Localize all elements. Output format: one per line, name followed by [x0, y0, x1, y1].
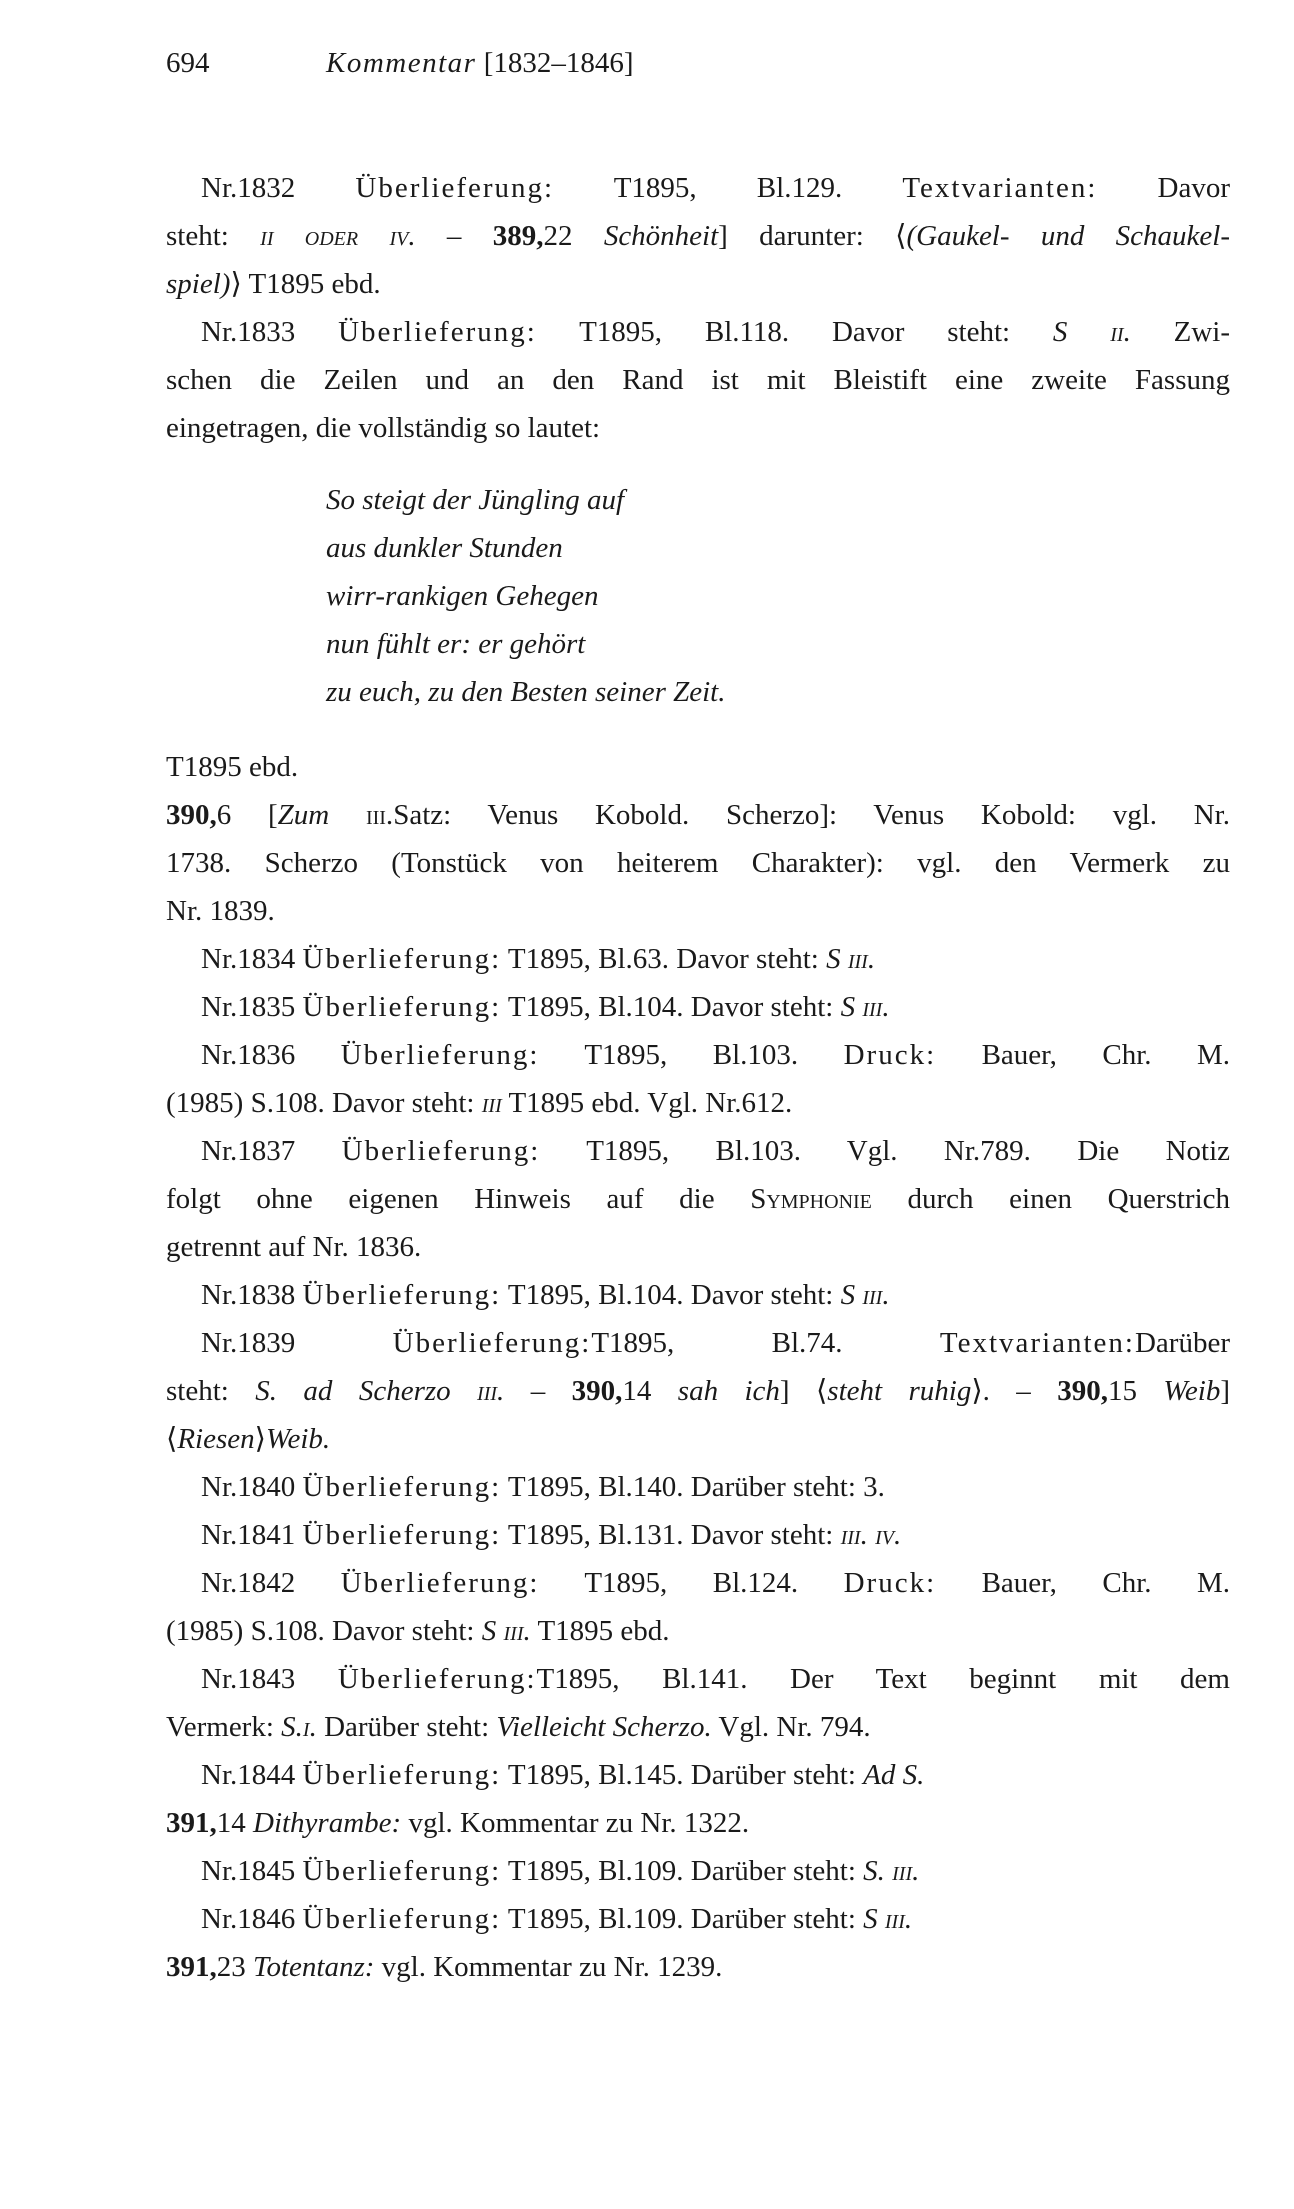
text-segment: getrennt auf Nr. 1836. — [166, 1231, 422, 1263]
text-segment: wirr-rankigen Gehegen — [326, 580, 599, 612]
text-line — [166, 743, 1230, 791]
text-segment: (1985) S.108. Davor steht: — [166, 1087, 482, 1119]
text-segment: Textvarianten: — [939, 1327, 1135, 1359]
text-segment: Nr.1834 — [201, 943, 303, 975]
text-line — [166, 1751, 1230, 1799]
text-segment: Textvarianten: — [902, 172, 1098, 204]
running-header — [166, 39, 1230, 87]
text-segment: T1895, Bl.124. — [539, 1567, 844, 1599]
text-segment: ] ⟨ — [779, 1375, 828, 1407]
text-segment: Darüber steht: — [316, 1711, 497, 1743]
text-segment — [329, 799, 366, 831]
text-line — [166, 1367, 1230, 1415]
line-reference: 389, — [492, 220, 544, 252]
text-line — [166, 1943, 1230, 1991]
text-segment: Nr.1833 — [201, 316, 339, 348]
text-segment: T1895, Bl.103. Vgl. Nr.789. Die Notiz — [540, 1135, 1231, 1167]
text-segment: iii. — [847, 943, 876, 975]
text-segment: iii. — [862, 991, 890, 1023]
text-segment: T1895, Bl.104. Davor steht: — [501, 991, 841, 1023]
text-segment: – — [415, 220, 493, 252]
text-line — [166, 1223, 1230, 1271]
text-segment: iii. — [862, 1279, 890, 1311]
text-segment: durch einen Querstrich — [871, 1183, 1231, 1215]
text-segment: T1895, Bl.109. Darüber steht: — [501, 1903, 864, 1935]
text-segment: Nr.1832 — [201, 172, 356, 204]
text-segment: Nr.1839 — [201, 1327, 393, 1359]
text-segment: ii oder iv. — [260, 220, 416, 252]
text-segment: steht: — [166, 1375, 256, 1407]
text-segment: Überlieferung: — [355, 172, 555, 204]
text-segment: S — [1052, 316, 1111, 348]
text-line — [166, 1319, 1230, 1367]
text-line — [166, 1847, 1230, 1895]
text-segment: S — [826, 943, 848, 975]
text-segment: Überlieferung: — [302, 1519, 502, 1551]
text-segment: Nr.1843 — [201, 1663, 338, 1695]
text-segment: Druck: — [843, 1039, 937, 1071]
page-number: 694 — [166, 47, 210, 79]
text-line — [166, 1175, 1230, 1223]
text-segment: ] darunter: ⟨ — [718, 220, 907, 252]
text-segment: 6 [ — [216, 799, 278, 831]
text-segment: ⟩. – — [971, 1375, 1058, 1407]
text-line — [166, 1655, 1230, 1703]
text-segment: T1895, Bl.131. Davor steht: — [501, 1519, 841, 1551]
text-segment: Nr.1846 — [201, 1903, 303, 1935]
text-line — [166, 1799, 1230, 1847]
text-segment: S. — [863, 1855, 893, 1887]
poem-line — [166, 572, 1230, 620]
text-line — [166, 404, 1230, 452]
text-segment: Zwi- — [1130, 316, 1231, 348]
text-line — [166, 1607, 1230, 1655]
text-segment: iii. — [477, 1375, 505, 1407]
text-segment: Überlieferung: — [392, 1327, 592, 1359]
text-segment: Überlieferung: — [338, 316, 537, 348]
text-segment: vgl. Kommentar zu Nr. 1322. — [401, 1807, 750, 1839]
text-segment: spiel) — [166, 268, 231, 300]
text-segment: ⟩ T1895 ebd. — [230, 268, 381, 300]
text-segment: T1895 ebd. — [530, 1615, 670, 1647]
text-segment: S — [840, 991, 863, 1023]
line-reference: 390, — [571, 1375, 623, 1407]
text-segment: So steigt der Jüngling auf — [326, 484, 625, 516]
text-segment: steht: — [166, 220, 261, 252]
text-segment: Nr.1844 — [201, 1759, 303, 1791]
text-line — [166, 212, 1230, 260]
commentary-body — [166, 164, 1230, 1991]
text-segment: vgl. Kommentar zu Nr. 1239. — [374, 1951, 723, 1983]
running-title — [326, 39, 634, 87]
line-reference: 391, — [166, 1807, 217, 1839]
text-segment: Nr.1845 — [201, 1855, 303, 1887]
text-segment: Zum — [277, 799, 330, 831]
text-segment: Vermerk: — [166, 1711, 282, 1743]
text-segment: Überlieferung: — [302, 943, 502, 975]
text-segment: Symphonie — [750, 1183, 872, 1215]
text-segment: S. ad Scherzo — [255, 1375, 478, 1407]
text-line — [166, 983, 1230, 1031]
text-segment: Überlieferung: — [340, 1039, 540, 1071]
text-segment: nun fühlt er: er gehört — [326, 628, 586, 660]
text-segment: iii. iv. — [840, 1519, 902, 1551]
text-segment: steht ruhig — [827, 1375, 972, 1407]
text-segment: (Gaukel- und Schaukel- — [906, 220, 1230, 252]
text-line — [166, 356, 1230, 404]
text-segment: schen die Zeilen und an den Rand ist mit Bleistift eine zweite Fassung — [166, 364, 1230, 396]
text-segment: eingetragen, die vollständig so lautet: — [166, 412, 601, 444]
text-line — [166, 1127, 1230, 1175]
text-segment: Nr.1842 — [201, 1567, 341, 1599]
text-segment: Druck: — [843, 1567, 937, 1599]
poem-line — [166, 476, 1230, 524]
text-segment: S — [481, 1615, 504, 1647]
text-line — [166, 1895, 1230, 1943]
text-segment: iii. — [503, 1615, 531, 1647]
text-segment: Dithyrambe: — [253, 1807, 402, 1839]
text-segment: Ad S. — [863, 1759, 925, 1791]
text-segment: folgt ohne eigenen Hinweis auf die — [166, 1183, 751, 1215]
text-segment: 14 — [622, 1375, 678, 1407]
text-segment: Nr.1836 — [201, 1039, 341, 1071]
text-segment: S — [863, 1903, 885, 1935]
text-segment: ⟩ — [254, 1423, 266, 1455]
text-segment: Überlieferung: — [341, 1135, 541, 1167]
text-line — [166, 308, 1230, 356]
text-segment: T1895 ebd. — [166, 751, 299, 783]
text-segment: T1895, Bl.63. Davor steht: — [501, 943, 827, 975]
text-segment: 23 — [216, 1951, 253, 1983]
text-line — [166, 887, 1230, 935]
text-segment: Nr.1838 — [201, 1279, 303, 1311]
text-segment: ] — [1220, 1375, 1230, 1407]
text-segment: T1895, Bl.140. Darüber steht: 3. — [501, 1471, 885, 1503]
text-segment: T1895, Bl.74. — [591, 1327, 940, 1359]
poem-line — [166, 620, 1230, 668]
text-segment: Weib. — [265, 1423, 331, 1455]
text-segment: zu euch, zu den Besten seiner Zeit. — [326, 676, 726, 708]
text-segment: T1895, Bl.109. Darüber steht: — [501, 1855, 864, 1887]
text-segment: Überlieferung: — [302, 1903, 502, 1935]
section-title: Kommentar — [326, 47, 477, 79]
text-segment: iii. — [892, 1855, 920, 1887]
text-segment: T1895 ebd. Vgl. Nr.612. — [501, 1087, 793, 1119]
text-line — [166, 1271, 1230, 1319]
text-segment: Nr.1837 — [201, 1135, 342, 1167]
text-line — [166, 1415, 1230, 1463]
text-segment: Davor — [1097, 172, 1230, 204]
text-segment: Weib — [1163, 1375, 1221, 1407]
text-segment: iii. — [365, 799, 394, 831]
text-line — [166, 1559, 1230, 1607]
text-segment: Überlieferung: — [337, 1663, 537, 1695]
text-segment: Nr.1841 — [201, 1519, 303, 1551]
text-segment: Bauer, Chr. M. — [936, 1567, 1230, 1599]
text-segment: Vielleicht Scherzo. — [496, 1711, 712, 1743]
text-segment: S. — [281, 1711, 303, 1743]
line-reference: 390, — [166, 799, 217, 831]
number-range: [1832–1846] — [483, 47, 634, 79]
poem-line — [166, 668, 1230, 716]
text-segment: T1895, Bl.129. — [554, 172, 903, 204]
text-line — [166, 935, 1230, 983]
text-segment: Bauer, Chr. M. — [936, 1039, 1230, 1071]
text-segment: Überlieferung: — [302, 1471, 502, 1503]
text-segment: 1738. Scherzo (Tonstück von heiterem Charakter): vgl. den Vermerk zu — [166, 847, 1230, 879]
text-segment: Nr.1835 — [201, 991, 303, 1023]
text-line — [166, 164, 1230, 212]
text-segment: iii. — [884, 1903, 913, 1935]
text-segment: T1895, Bl.104. Davor steht: — [501, 1279, 841, 1311]
text-segment: i. — [302, 1711, 317, 1743]
text-segment: T1895, Bl.141. Der Text beginnt mit dem — [536, 1663, 1230, 1695]
poem-line — [166, 524, 1230, 572]
text-segment: 15 — [1107, 1375, 1164, 1407]
text-segment: (1985) S.108. Davor steht: — [166, 1615, 482, 1647]
text-segment: Riesen — [177, 1423, 255, 1455]
text-segment: Überlieferung: — [302, 991, 502, 1023]
text-segment: aus dunkler Stunden — [326, 532, 563, 564]
text-segment: ii. — [1110, 316, 1131, 348]
line-reference: 390, — [1057, 1375, 1108, 1407]
text-segment: T1895, Bl.145. Darüber steht: — [501, 1759, 864, 1791]
text-segment: Satz: Venus Kobold. Scherzo]: Venus Kobold: vgl. Nr. — [393, 799, 1230, 831]
text-segment: Totentanz: — [253, 1951, 375, 1983]
text-line — [166, 1031, 1230, 1079]
text-segment: Vgl. Nr. 794. — [711, 1711, 871, 1743]
text-segment: Überlieferung: — [340, 1567, 540, 1599]
text-line — [166, 791, 1230, 839]
text-line — [166, 1511, 1230, 1559]
text-line — [166, 1463, 1230, 1511]
text-segment: S — [840, 1279, 863, 1311]
text-segment: iii — [481, 1087, 502, 1119]
text-line — [166, 260, 1230, 308]
text-segment: – — [504, 1375, 572, 1407]
text-segment: 22 — [543, 220, 604, 252]
text-segment: Schönheit — [603, 220, 719, 252]
text-segment: Darüber — [1134, 1327, 1230, 1359]
text-line — [166, 1079, 1230, 1127]
text-segment: ⟨ — [166, 1423, 178, 1455]
text-segment: T1895, Bl.118. Davor steht: — [536, 316, 1053, 348]
text-line — [166, 1703, 1230, 1751]
text-segment: Nr. 1839. — [166, 895, 275, 927]
text-line — [166, 839, 1230, 887]
text-segment: Überlieferung: — [302, 1855, 502, 1887]
text-segment: Überlieferung: — [302, 1279, 502, 1311]
text-segment: Nr.1840 — [201, 1471, 303, 1503]
text-segment: Überlieferung: — [302, 1759, 502, 1791]
text-segment: T1895, Bl.103. — [539, 1039, 844, 1071]
text-segment: 14 — [216, 1807, 253, 1839]
text-segment: sah ich — [677, 1375, 780, 1407]
line-reference: 391, — [166, 1951, 217, 1983]
